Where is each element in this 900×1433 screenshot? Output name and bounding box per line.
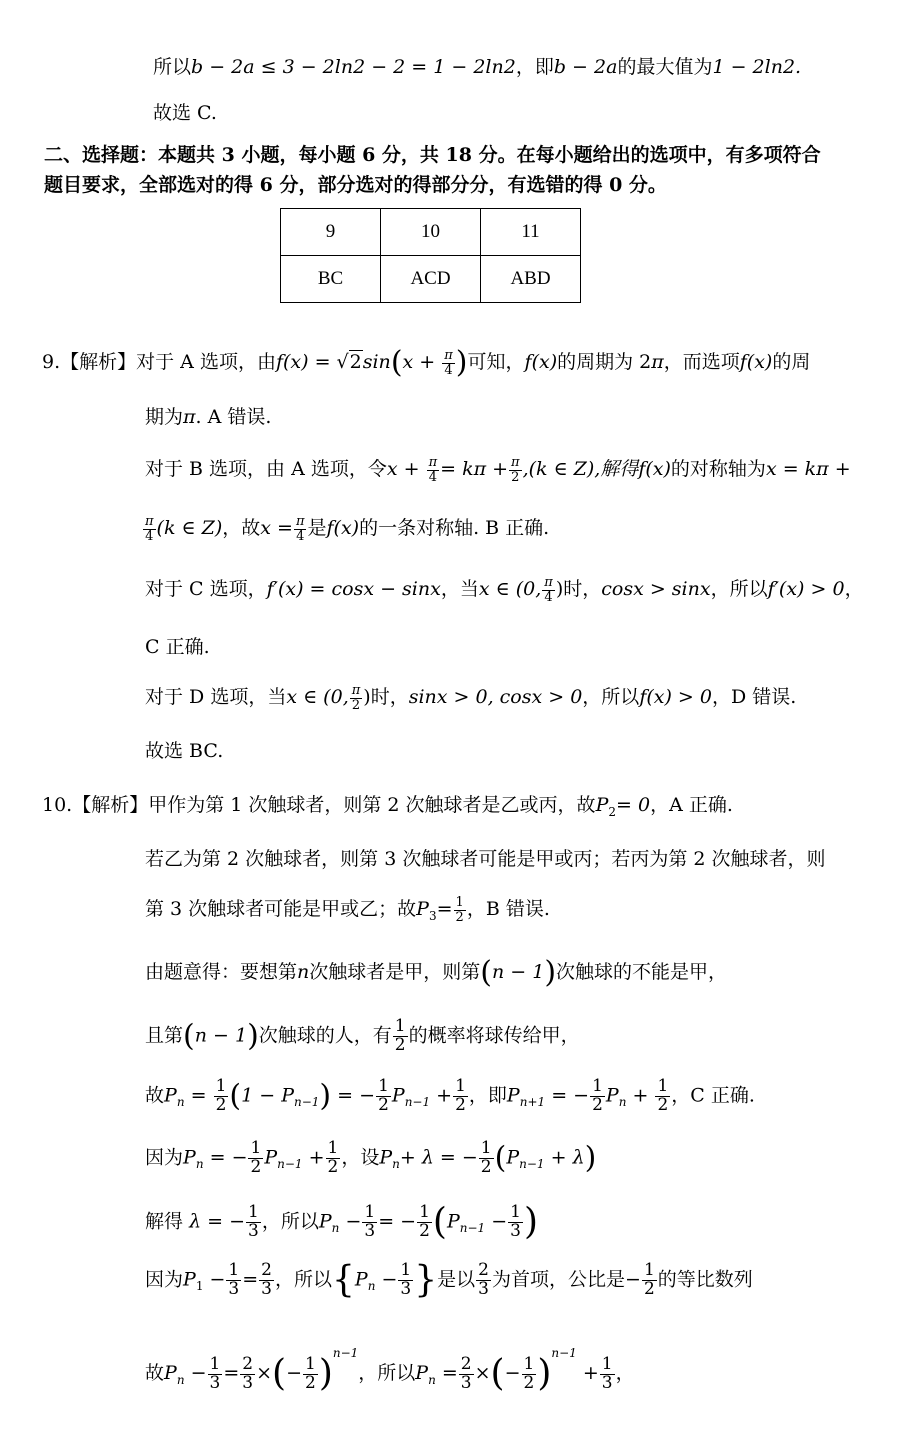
fraction-one-third: $\frac{1}{3}$ bbox=[209, 1353, 221, 1393]
q9-line6: C 正确. bbox=[145, 636, 210, 658]
fraction-pi-over-4: $\frac{\pi}{4}$ bbox=[145, 514, 154, 544]
fraction-one-half: $\frac{1}{2}$ bbox=[455, 895, 464, 925]
q10-line6: 故$P_n$ = $\frac{1}{2}$ $(1 - P_{n-1})$ = − $\frac{1}{2}$ $P_{n-1}$ + $\frac{1}{2}$ ，即$P_{n+1}$ = − $\frac{1}{2}$ $P_n$ + $\frac{1}{2}$ ，C 正确. bbox=[145, 1076, 755, 1115]
fraction-one-third: $\frac{1}{3}$ bbox=[400, 1260, 412, 1299]
fraction-two-thirds: $\frac{2}{3}$ bbox=[478, 1260, 489, 1299]
fraction-one-half: $\frac{1}{2}$ bbox=[327, 1138, 339, 1177]
fraction-one-half: $\frac{1}{2}$ bbox=[455, 1076, 466, 1115]
fraction-one-half: $\frac{1}{2}$ bbox=[394, 1016, 406, 1055]
fraction-one-half: $\frac{1}{2}$ bbox=[215, 1076, 227, 1115]
q9-line2: 期为π. A 错误. bbox=[145, 406, 272, 428]
table-cell: ABD bbox=[481, 256, 581, 303]
q10-line7: 因为$P_n$ = − $\frac{1}{2}$ $P_{n-1}$ + $\frac{1}{2}$ ，设$P_n+ \lambda$ = − $\frac{1}{2}$ $(P_{n-1} + \lambda)$ bbox=[145, 1138, 597, 1177]
fraction-pi-over-4: $\frac{\pi}{4}$ bbox=[428, 455, 438, 485]
fraction-pi-over-2: $\frac{\pi}{2}$ bbox=[351, 683, 361, 713]
fraction-one-half: $\frac{1}{2}$ bbox=[643, 1260, 655, 1299]
fraction-pi-over-4: $\frac{\pi}{4}$ bbox=[295, 514, 305, 544]
fraction-one-half: $\frac{1}{2}$ bbox=[419, 1202, 430, 1241]
q10-line9: 因为$P_1$ − $\frac{1}{3}$ = $\frac{2}{3}$ ，所以{$P_n$ − $\frac{1}{3}$ }是以 $\frac{2}{3}$ 为首项，公比是− $\frac{1}{2}$ 的等比数列 bbox=[145, 1259, 753, 1301]
q9-line4: $\frac{\pi}{4}$ (k ∈ Z)，故x = $\frac{\pi}{4}$ 是f(x)的一条对称轴. B 正确. bbox=[145, 514, 550, 544]
table-cell: ACD bbox=[381, 256, 481, 303]
q10-label: 10.【解析】 bbox=[42, 794, 149, 816]
q10-line2: 若乙为第 2 次触球者，则第 3 次触球者可能是甲或丙；若丙为第 2 次触球者，则 bbox=[145, 848, 826, 870]
answer-table bbox=[280, 208, 581, 303]
fraction-one-half: $\frac{1}{2}$ bbox=[304, 1353, 316, 1393]
q10-line1: 10.【解析】甲作为第 1 次触球者，则第 2 次触球者是乙或丙，故$P_2= 0$，A 正确. bbox=[42, 794, 733, 819]
fraction-pi-over-4: $\frac{\pi}{4}$ bbox=[544, 575, 553, 605]
fraction-one-third: $\frac{1}{3}$ bbox=[601, 1353, 613, 1393]
sqrt-two: √2 bbox=[336, 351, 362, 373]
q10-line8: 解得 λ = − $\frac{1}{3}$ ，所以$P_n$ − $\frac{1}{3}$ = − $\frac{1}{2}$ ($P_{n-1}$ − $\frac{1}{3}$ ) bbox=[145, 1201, 539, 1243]
fraction-one-third: $\frac{1}{3}$ bbox=[248, 1202, 259, 1241]
fraction-one-half: $\frac{1}{2}$ bbox=[523, 1353, 535, 1393]
table-row bbox=[281, 256, 581, 303]
q9-line8: 故选 BC. bbox=[145, 740, 224, 762]
table-cell: BC bbox=[281, 256, 381, 303]
q10-line3: 第 3 次触球者可能是甲或乙；故$P_3=$ $\frac{1}{2}$ ，B 错误. bbox=[145, 895, 550, 925]
q10-line10: 故$P_n$ − $\frac{1}{3}$ = $\frac{2}{3}$ ×(− $\frac{1}{2}$ )$^{n-1}$，所以$P_n$ = $\frac{2}{3}$ ×(− $\frac{1}{2}$ )$^{n-1}$ + $\frac{1}{3}$ ， bbox=[145, 1346, 635, 1394]
fraction-one-half: $\frac{1}{2}$ bbox=[592, 1076, 603, 1115]
fraction-one-third: $\frac{1}{3}$ bbox=[364, 1202, 376, 1241]
fraction-one-half: $\frac{1}{2}$ bbox=[250, 1138, 262, 1177]
q9-line7: 对于 D 选项，当x ∈ (0, $\frac{\pi}{2}$ )时，sinx > 0, cosx > 0，所以f(x) > 0，D 错误. bbox=[145, 683, 797, 713]
fraction-two-thirds: $\frac{2}{3}$ bbox=[460, 1353, 472, 1393]
q9-line5: 对于 C 选项，f′(x) = cosx − sinx，当x ∈ (0, $\frac{\pi}{4}$ )时，cosx > sinx，所以f′(x) > 0， bbox=[145, 575, 864, 605]
fraction-two-thirds: $\frac{2}{3}$ bbox=[261, 1260, 272, 1299]
q9-line3: 对于 B 选项，由 A 选项，令x + $\frac{\pi}{4}$ = kπ + $\frac{\pi}{2}$ ,(k ∈ Z),解得f(x)的对称轴为x = kπ + bbox=[145, 455, 851, 485]
section-heading-line1: 二、选择题：本题共 3 小题，每小题 6 分，共 18 分。在每小题给出的选项中，有多项符合 bbox=[44, 144, 821, 166]
fraction-one-third: $\frac{1}{3}$ bbox=[510, 1202, 521, 1241]
table-cell: 9 bbox=[281, 209, 381, 256]
table-row bbox=[281, 209, 581, 256]
fraction-one-half: $\frac{1}{2}$ bbox=[378, 1076, 389, 1115]
q9-line1: 9.【解析】对于 A 选项，由f(x) = √2sin(x + $\frac{\pi}{4}$ )可知，f(x)的周期为 2π，而选项f(x)的周 bbox=[42, 345, 811, 380]
table-cell: 11 bbox=[481, 209, 581, 256]
expr-b-minus-2a-bound: b − 2a ≤ 3 − 2ln2 − 2 = 1 − 2ln2 bbox=[191, 56, 516, 78]
fraction-pi-over-4: $\frac{\pi}{4}$ bbox=[444, 347, 453, 378]
table-cell: 10 bbox=[381, 209, 481, 256]
fraction-one-third: $\frac{1}{3}$ bbox=[228, 1260, 240, 1299]
fraction-pi-over-2: $\frac{\pi}{2}$ bbox=[511, 455, 520, 485]
fraction-one-half: $\frac{1}{2}$ bbox=[657, 1076, 669, 1115]
q9-label: 9.【解析】 bbox=[42, 351, 137, 373]
q10-line4: 由题意得：要想第n次触球者是甲，则第(n − 1)次触球的不能是甲， bbox=[145, 955, 728, 990]
fraction-two-thirds: $\frac{2}{3}$ bbox=[242, 1353, 254, 1393]
q10-line5: 且第(n − 1)次触球的人，有 $\frac{1}{2}$ 的概率将球传给甲， bbox=[145, 1016, 580, 1055]
section-heading-line2: 题目要求，全部选对的得 6 分，部分选对的得部分分，有选错的得 0 分。 bbox=[44, 174, 667, 196]
fraction-one-half: $\frac{1}{2}$ bbox=[480, 1138, 492, 1177]
line-conclusion: 所以b − 2a ≤ 3 − 2ln2 − 2 = 1 − 2ln2，即b − 2a的最大值为1 − 2ln2. bbox=[153, 56, 802, 78]
line-choose-c: 故选 C. bbox=[153, 102, 217, 124]
